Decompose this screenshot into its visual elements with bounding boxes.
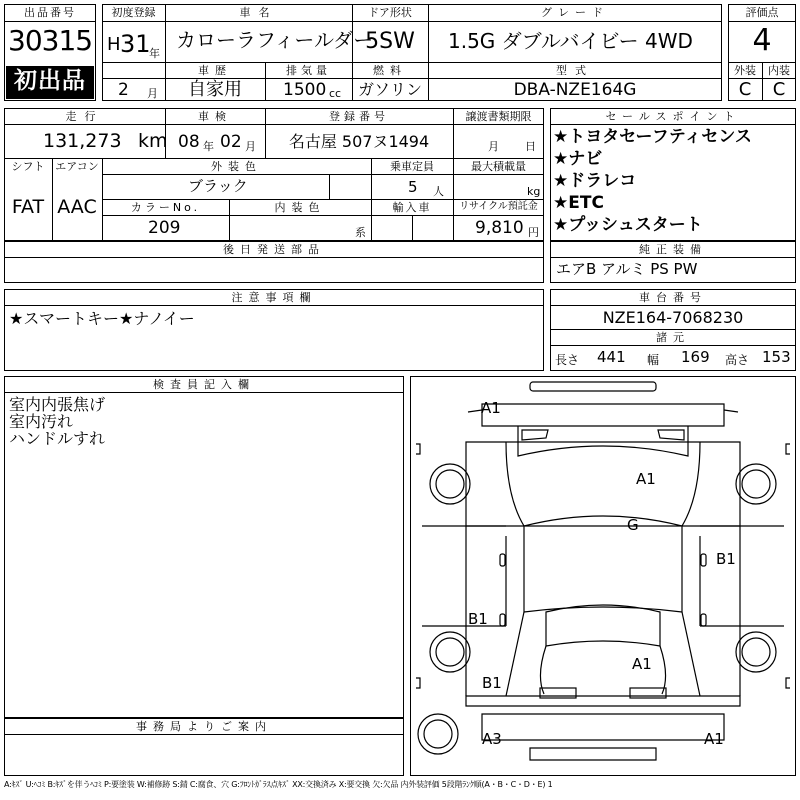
- history-label: 車歴: [198, 64, 232, 77]
- width-label: 幅: [647, 353, 660, 367]
- overall-score: 4: [752, 23, 772, 58]
- selling-point-2: ★ナビ: [553, 149, 603, 169]
- ext-color-label: 外装色: [211, 160, 262, 173]
- exterior-label: 外装: [734, 64, 756, 77]
- lot-number-label: 出品番号: [24, 6, 76, 19]
- selling-points-label: セールスポイント: [605, 110, 741, 123]
- kg-unit: kg: [527, 185, 541, 198]
- aircon-value: AAC: [57, 196, 97, 218]
- damage-rear-left: A3: [482, 730, 502, 748]
- recycle-value: 9,810: [475, 218, 524, 238]
- first-reg-label: 初度登録: [111, 6, 156, 19]
- damage-front-left: A1: [481, 399, 501, 417]
- deadline-day-unit: 日: [525, 140, 536, 153]
- damage-right-front-door: B1: [716, 550, 736, 568]
- plate-number: 名古屋 507ヌ1494: [288, 132, 430, 151]
- person-unit: 人: [433, 185, 444, 198]
- damage-windshield: G: [627, 516, 639, 534]
- selling-point-4: ★ETC: [553, 193, 604, 213]
- capacity-label: 乗車定員: [390, 160, 434, 173]
- model-code-label: 型式: [556, 64, 594, 77]
- length-value: 441: [597, 348, 626, 366]
- lot-number: 30315: [8, 24, 93, 57]
- km-unit: km: [138, 130, 168, 152]
- damage-trunk: A1: [632, 655, 652, 673]
- height-value: 153: [762, 348, 791, 366]
- first-reg-month: 2: [118, 80, 129, 100]
- door-type: 5SW: [365, 29, 415, 54]
- first-reg-era: H: [107, 34, 121, 55]
- int-color-label: 内装色: [274, 201, 326, 214]
- inspection-label: 車検: [198, 110, 232, 123]
- selling-point-5: ★プッシュスタート: [553, 215, 703, 235]
- notes-value: ★スマートキー★ナノイー: [9, 309, 195, 328]
- chassis-no-label: 車台番号: [639, 291, 707, 304]
- car-history: 自家用: [188, 79, 242, 100]
- damage-legend: A:ｷｽﾞ U:ﾍｺﾐ B:ｷｽﾞを伴うﾍｺﾐ P:要塗装 W:補修跡 S:錆 C:腐食、穴 G:ﾌﾛﾝﾄｶﾞﾗｽ点ｷｽﾞ XX:交換済み X:要交換 欠:欠品 内外装評価 5段階ﾗﾝｸ順(A・B・C・D・E) 1: [4, 780, 553, 789]
- car-diagram: [410, 376, 796, 776]
- color-no-label: カラーNo.: [130, 201, 201, 214]
- interior-score: C: [772, 79, 786, 100]
- height-label: 高さ: [725, 353, 750, 367]
- chassis-no-value: NZE164-7068230: [602, 308, 744, 327]
- deadline-month-unit: 月: [488, 140, 499, 153]
- first-listing-badge-text: 初出品: [14, 68, 86, 94]
- office-label: 事務局よりご案内: [136, 720, 272, 733]
- later-parts-label: 後日発送部品: [223, 243, 325, 256]
- length-label: 長さ: [555, 353, 580, 367]
- recycle-label: リサイクル預託金: [459, 201, 538, 212]
- inspection-month-unit: 月: [245, 140, 256, 153]
- fuel: ガソリン: [357, 80, 422, 99]
- grade-label: グレード: [541, 6, 609, 19]
- specs-label: 諸元: [656, 331, 690, 344]
- cc-unit: cc: [329, 87, 342, 100]
- ext-color-value: ブラック: [188, 177, 248, 195]
- exterior-score: C: [738, 79, 752, 100]
- damage-hood: A1: [636, 470, 656, 488]
- standard-equipment-value: エアB アルミ PS PW: [556, 260, 698, 278]
- import-label: 輸入車: [392, 201, 432, 214]
- inspector-note-3: ハンドルすれ: [9, 429, 106, 448]
- inspection-month: 02: [220, 132, 242, 152]
- fuel-label: 燃料: [373, 64, 407, 77]
- mileage-label: 走行: [65, 110, 104, 123]
- model-code: DBA-NZE164G: [513, 80, 637, 100]
- shift-value: FAT: [11, 196, 45, 218]
- selling-point-3: ★ドラレコ: [553, 171, 637, 191]
- width-value: 169: [681, 348, 710, 366]
- aircon-label: エアコン: [55, 160, 99, 173]
- damage-rear-right: A1: [704, 730, 724, 748]
- yen-unit: 円: [528, 226, 539, 239]
- car-name: カローラフィールダー: [176, 28, 374, 52]
- damage-left-rear-door: B1: [468, 610, 488, 628]
- inspector-note-2: 室内汚れ: [9, 412, 74, 431]
- color-no-value: 209: [148, 218, 181, 238]
- year-unit: 年: [149, 47, 160, 60]
- displacement: 1500: [283, 80, 327, 100]
- month-unit: 月: [147, 87, 158, 100]
- inspector-note-1: 室内内張焦げ: [9, 395, 106, 414]
- mileage-value: 131,273: [43, 130, 122, 152]
- inspector-label: 検査員記入欄: [153, 378, 255, 391]
- grade: 1.5G ダブルバイビー 4WD: [448, 29, 693, 53]
- door-label: ドア形状: [368, 6, 412, 19]
- kei-unit: 系: [355, 226, 366, 239]
- car-name-label: 車名: [239, 6, 278, 19]
- max-load-label: 最大積載量: [471, 160, 526, 173]
- transfer-deadline-label: 譲渡書類期限: [465, 110, 532, 123]
- standard-equipment-label: 純正装備: [639, 243, 707, 256]
- first-reg-year: 31: [120, 30, 151, 58]
- plate-label: 登録番号: [329, 110, 389, 123]
- inspection-year-unit: 年: [203, 140, 214, 153]
- interior-label: 内装: [768, 64, 790, 77]
- shift-label: シフト: [11, 160, 45, 173]
- selling-point-1: ★トヨタセーフティセンス: [553, 127, 752, 147]
- inspection-year: 08: [178, 132, 200, 152]
- score-label: 評価点: [745, 6, 779, 19]
- displacement-label: 排気量: [286, 64, 331, 77]
- notes-label: 注意事項欄: [231, 291, 317, 304]
- damage-left-rear-fender: B1: [482, 674, 502, 692]
- capacity-value: 5: [408, 178, 418, 196]
